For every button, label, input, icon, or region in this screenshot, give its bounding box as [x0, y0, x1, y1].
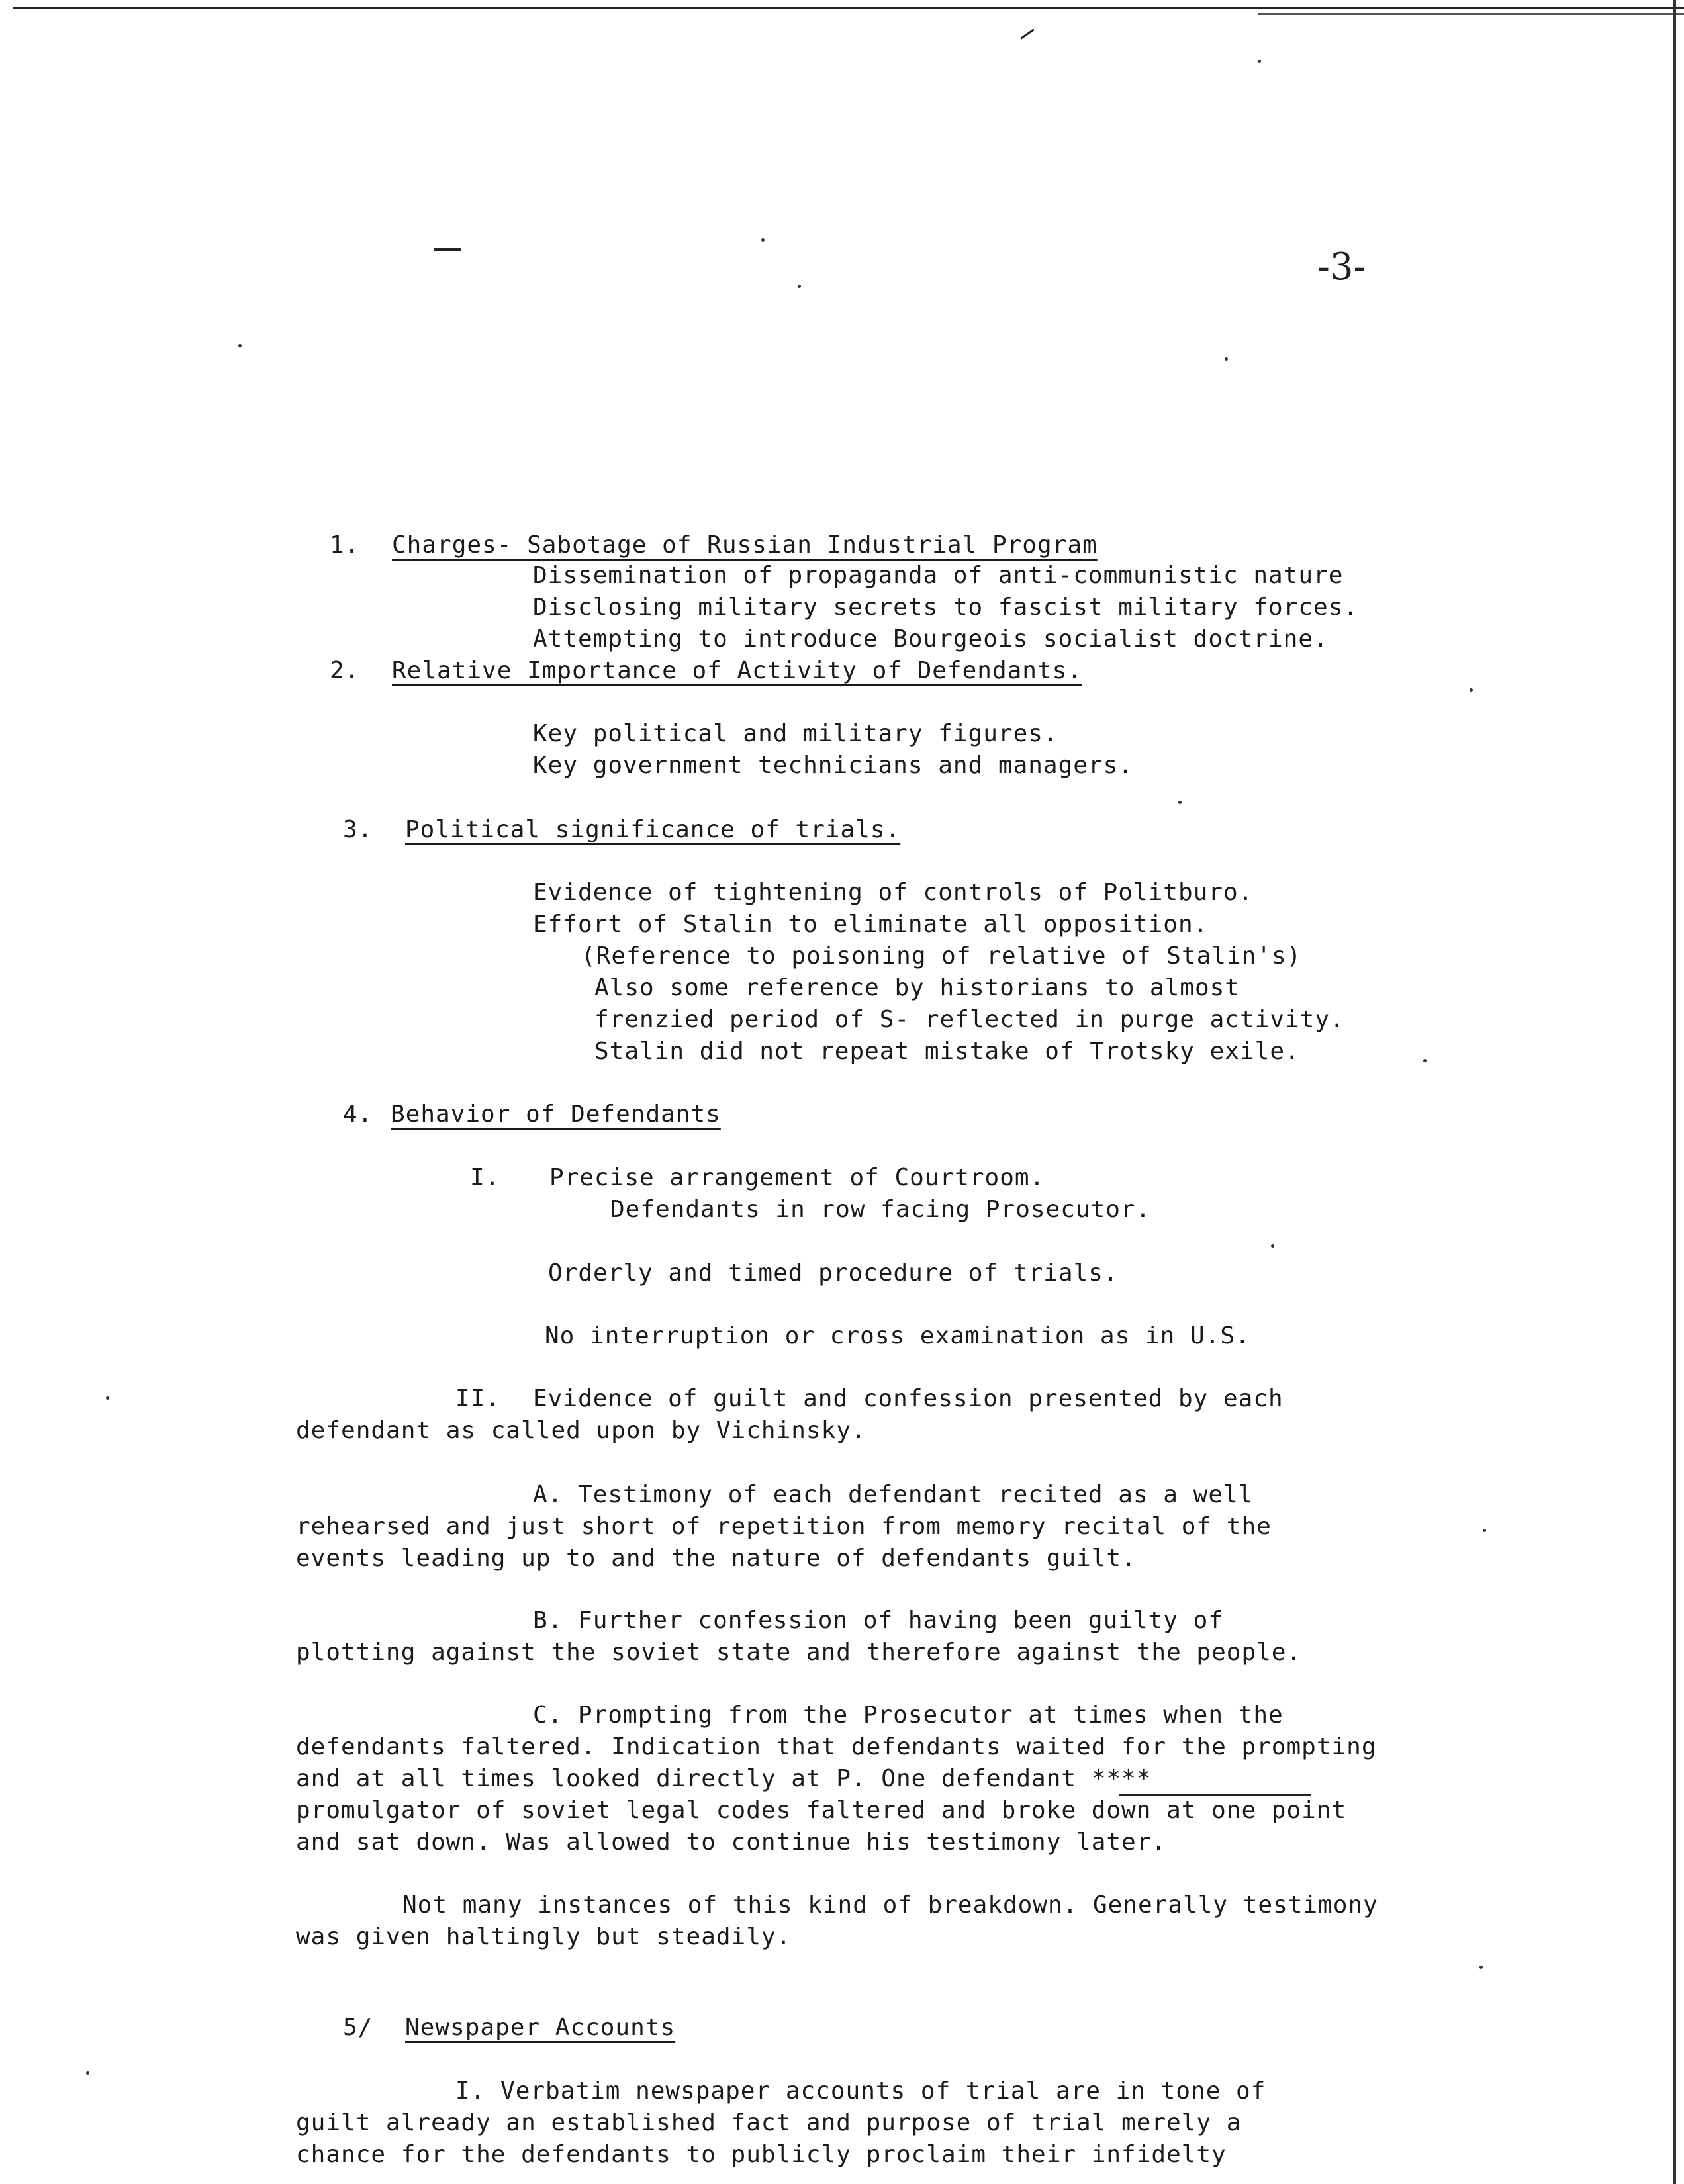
speckle	[1479, 1966, 1483, 1969]
subpoint-a-line: events leading up to and the nature of defendants guilt.	[296, 1545, 1137, 1572]
subpoint-c-line: C. Prompting from the Prosecutor at times when the	[533, 1702, 1284, 1729]
roman-i-line: Defendants in row facing Prosecutor.	[610, 1196, 1151, 1223]
speckle	[798, 285, 801, 288]
subpoint-b-line: B. Further confession of having been guilty of	[533, 1607, 1223, 1634]
speckle	[238, 344, 242, 347]
speckle	[1178, 801, 1182, 804]
scan-border-right	[1673, 0, 1676, 2184]
section-2-item: Key political and military figures.	[533, 720, 1058, 747]
scan-mark	[434, 248, 461, 251]
section-1-item: Attempting to introduce Bourgeois socialist doctrine.	[533, 625, 1329, 653]
subpoint-b-line: plotting against the soviet state and therefore against the people.	[296, 1639, 1302, 1666]
no-interruption: No interruption or cross examination as in U.S.	[545, 1322, 1250, 1349]
roman-ii-line: Evidence of guilt and confession presented by each	[533, 1385, 1284, 1412]
scan-border-top	[13, 7, 1684, 9]
speckle	[761, 238, 765, 242]
section-5-number: 5/	[343, 2014, 373, 2041]
section-2-heading: Relative Importance of Activity of Defendants.	[392, 657, 1082, 684]
subpoint-a-line: rehearsed and just short of repetition from memory recital of the	[296, 1513, 1272, 1540]
section-1-number: 1.	[330, 531, 360, 559]
subpoint-c-line: defendants faltered. Indication that defendants waited for the prompting	[296, 1733, 1377, 1760]
section-3-number: 3.	[343, 816, 373, 843]
scan-border-top-secondary	[1258, 13, 1684, 15]
subpoint-a-line: A. Testimony of each defendant recited as a well	[533, 1481, 1254, 1508]
speckle	[1271, 1244, 1274, 1248]
section-2-item: Key government technicians and managers.	[533, 752, 1133, 779]
subpoint-c-line: promulgator of soviet legal codes faltered and broke down at one point	[296, 1797, 1347, 1824]
section-3-item: Effort of Stalin to eliminate all opposition.	[533, 911, 1209, 938]
section-5-line: I. Verbatim newspaper accounts of trial are in tone of	[455, 2077, 1266, 2105]
page-number: -3-	[1317, 246, 1366, 289]
breakdown-note-line: was given haltingly but steadily.	[296, 1923, 792, 1950]
section-5-line: chance for the defendants to publicly proclaim their infidelty	[296, 2141, 1227, 2168]
section-2-number: 2.	[330, 657, 360, 684]
breakdown-note-line: Not many instances of this kind of breakdown. Generally testimony	[402, 1891, 1378, 1919]
speckle	[1225, 357, 1228, 361]
section-1-item: Dissemination of propaganda of anti-communistic nature	[533, 562, 1344, 589]
section-3-heading: Political significance of trials.	[405, 816, 901, 843]
speckle	[1483, 1529, 1486, 1532]
speckle	[1258, 60, 1261, 63]
section-1-heading: Charges- Sabotage of Russian Industrial Program	[392, 531, 1098, 559]
roman-i-line: Precise arrangement of Courtroom.	[549, 1164, 1045, 1191]
speckle	[86, 2071, 89, 2075]
section-1-item: Disclosing military secrets to fascist military forces.	[533, 594, 1359, 621]
subpoint-c-line: and sat down. Was allowed to continue his testimony later.	[296, 1829, 1167, 1856]
speckle	[106, 1396, 109, 1400]
orderly-procedure: Orderly and timed procedure of trials.	[548, 1259, 1119, 1287]
scan-mark	[1020, 28, 1034, 39]
section-4-heading: Behavior of Defendants	[391, 1101, 721, 1128]
section-5-line: guilt already an established fact and purpose of trial merely a	[296, 2109, 1242, 2136]
section-4-number: 4.	[343, 1101, 373, 1128]
subpoint-c-line: and at all times looked directly at P. One defendant ****	[296, 1765, 1152, 1792]
speckle	[1423, 1059, 1427, 1062]
section-3-item: (Reference to poisoning of relative of Stalin's)	[581, 942, 1302, 970]
roman-ii-number: II.	[455, 1385, 501, 1412]
section-5-heading: Newspaper Accounts	[405, 2014, 676, 2041]
roman-ii-line: defendant as called upon by Vichinsky.	[296, 1417, 866, 1444]
roman-i-number: I.	[470, 1164, 500, 1191]
section-3-item: Also some reference by historians to almost	[594, 974, 1240, 1001]
speckle	[1470, 688, 1473, 692]
section-3-item: Stalin did not repeat mistake of Trotsky exile.	[594, 1038, 1300, 1065]
section-3-item: frenzied period of S- reflected in purge activity.	[594, 1006, 1345, 1033]
handwritten-underline	[1119, 1794, 1311, 1796]
section-3-item: Evidence of tightening of controls of Politburo.	[533, 879, 1254, 906]
